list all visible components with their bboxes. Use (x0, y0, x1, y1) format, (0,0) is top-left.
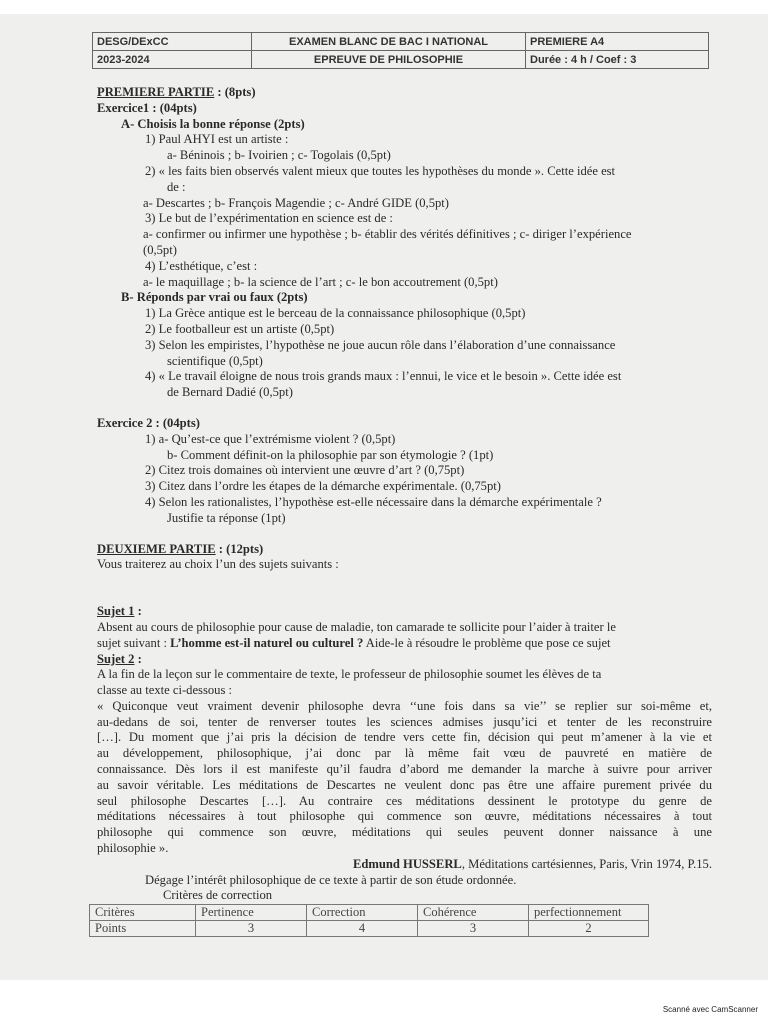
question: 3) Selon les empiristes, l’hypothèse ne joue aucun rôle dans l’élaboration d’une connaissance (145, 337, 616, 352)
criteria-cell: Critères (90, 905, 196, 921)
quote-line: « Quiconque veut vraiment devenir philosophe devra ‘‘une fois dans sa vie’’ se replier sur soi-même et, (97, 698, 712, 713)
quote-line: méditations nécessaires à tout philosophe qui commence son œuvre, méditations nécessaires à tout (97, 809, 712, 824)
exam-header-table (92, 32, 709, 69)
quote-line: philosophe qui commence son œuvre, méditations qui seules peuvent donner naissance à une (97, 825, 712, 840)
quote-line: au savoir véritable. Les méditations de Descartes ne veulent donc pas être une affaire purement privée du (97, 777, 712, 792)
question: 4) L’esthétique, c’est : (145, 258, 258, 273)
options: a- Béninois ; b- Ivoirien ; c- Togolais (0,5pt) (167, 148, 391, 163)
sujet2-task: Dégage l’intérêt philosophique de ce texte à partir de son étude ordonnée. (145, 872, 517, 887)
exam-content (97, 85, 712, 937)
question: 4) « Le travail éloigne de nous trois grands maux : l’ennui, le vice et le besoin ». Cette idée est (145, 369, 622, 384)
question-cont: de : (167, 179, 186, 194)
sujet1-text: Absent au cours de philosophie pour cause de maladie, ton camarade te sollicite pour l’aider à traiter le (97, 619, 616, 634)
quote-line: connaissance. Dès lors il est manifeste qu’il faudra d’abord me demander la marche à suivre pour arriver (97, 762, 712, 777)
quote-line: seul philosophe Descartes […]. Au contraire ces méditations dessinent le prototype du genre de (97, 793, 712, 808)
criteria-cell: Cohérence (418, 905, 529, 921)
options: a- confirmer ou infirmer une hypothèse ; b- établir des vérités définitives ; c- diriger l’expérience (143, 227, 632, 242)
points-cell: 3 (418, 921, 529, 937)
section-b-title: B- Réponds par vrai ou faux (2pts) (121, 290, 308, 305)
criteria-title: Critères de correction (163, 888, 273, 903)
question: 1) a- Qu’est-ce que l’extrémisme violent ? (0,5pt) (145, 431, 396, 446)
subject: EPREUVE DE PHILOSOPHIE (252, 51, 526, 69)
part2-heading: DEUXIEME PARTIE : (12pts) (97, 541, 264, 556)
class-level: PREMIERE A4 (526, 33, 709, 51)
quote-line: au-dedans de soi, tenter de renverser toutes les sciences admises jusqu’ici et tenter de les reconstruire (97, 714, 712, 729)
sujet1-label: Sujet 1 : (97, 604, 142, 619)
section-a-title: A- Choisis la bonne réponse (2pts) (121, 116, 305, 131)
criteria-cell: Correction (307, 905, 418, 921)
school-year: 2023-2024 (93, 51, 252, 69)
institution: DESG/DExCC (93, 33, 252, 51)
question: b- Comment définit-on la philosophie par son étymologie ? (1pt) (167, 447, 494, 462)
husserl-quote (97, 699, 712, 857)
question: 2) Citez trois domaines où intervient une œuvre d’art ? (0,75pt) (145, 463, 465, 478)
options: a- Descartes ; b- François Magendie ; c- André GIDE (0,5pt) (143, 195, 449, 210)
criteria-row (90, 905, 649, 921)
question: 2) « les faits bien observés valent mieux que toutes les hypothèses du monde ». Cette idée est (145, 163, 616, 178)
exam-title: EXAMEN BLANC DE BAC I NATIONAL (252, 33, 526, 51)
duration-coef: Durée : 4 h / Coef : 3 (526, 51, 709, 69)
sujet2-text: classe au texte ci-dessous : (97, 683, 232, 698)
points-cell: 4 (307, 921, 418, 937)
quote-line: au développement, philosophique, j’ai donc par là même fait vœu de pauvreté en matière de (97, 746, 712, 761)
question: 3) Citez dans l’ordre les étapes de la démarche expérimentale. (0,75pt) (145, 479, 501, 494)
quote-line: […]. Du moment que j’ai pris la décision de tendre vers cette fin, décision qui peut m’amener à la vie et (97, 730, 712, 745)
part2-intro: Vous traiterez au choix l’un des sujets suivants : (97, 557, 339, 572)
question: 1) La Grèce antique est le berceau de la connaissance philosophique (0,5pt) (145, 306, 526, 321)
scanner-footer: Scanné avec CamScanner (662, 1005, 758, 1014)
quote-source: Edmund HUSSERL, Méditations cartésiennes, Paris, Vrin 1974, P.15. (352, 856, 712, 871)
exercise1-title: Exercice1 : (04pts) (97, 100, 197, 115)
scanned-page (0, 14, 768, 980)
options-cont: (0,5pt) (143, 242, 177, 257)
part1-heading: PREMIERE PARTIE : (8pts) (97, 85, 256, 99)
exercise2-title: Exercice 2 : (04pts) (97, 415, 200, 430)
question-cont: Justifie ta réponse (1pt) (167, 510, 286, 525)
question: 1) Paul AHYI est un artiste : (145, 132, 289, 147)
options: a- le maquillage ; b- la science de l’art ; c- le bon accoutrement (0,5pt) (143, 274, 498, 289)
sujet2-label: Sujet 2 : (97, 651, 142, 666)
criteria-cell: Pertinence (196, 905, 307, 921)
question: 4) Selon les rationalistes, l’hypothèse est-elle nécessaire dans la démarche expérimentale ? (145, 494, 602, 509)
quote-line: philosophie ». (97, 841, 169, 856)
sujet2-text: A la fin de la leçon sur le commentaire de texte, le professeur de philosophie soumet les élèves de ta (97, 667, 602, 682)
criteria-table (89, 904, 649, 937)
points-cell: 2 (529, 921, 649, 937)
question-cont: scientifique (0,5pt) (167, 353, 263, 368)
sujet1-text: sujet suivant : L’homme est-il naturel ou culturel ? Aide-le à résoudre le problème que pose ce sujet (97, 635, 611, 650)
question: 3) Le but de l’expérimentation en science est de : (145, 211, 393, 226)
points-cell: 3 (196, 921, 307, 937)
question-cont: de Bernard Dadié (0,5pt) (167, 385, 293, 400)
question: 2) Le footballeur est un artiste (0,5pt) (145, 321, 335, 336)
points-cell: Points (90, 921, 196, 937)
criteria-cell: perfectionnement (529, 905, 649, 921)
points-row (90, 921, 649, 937)
